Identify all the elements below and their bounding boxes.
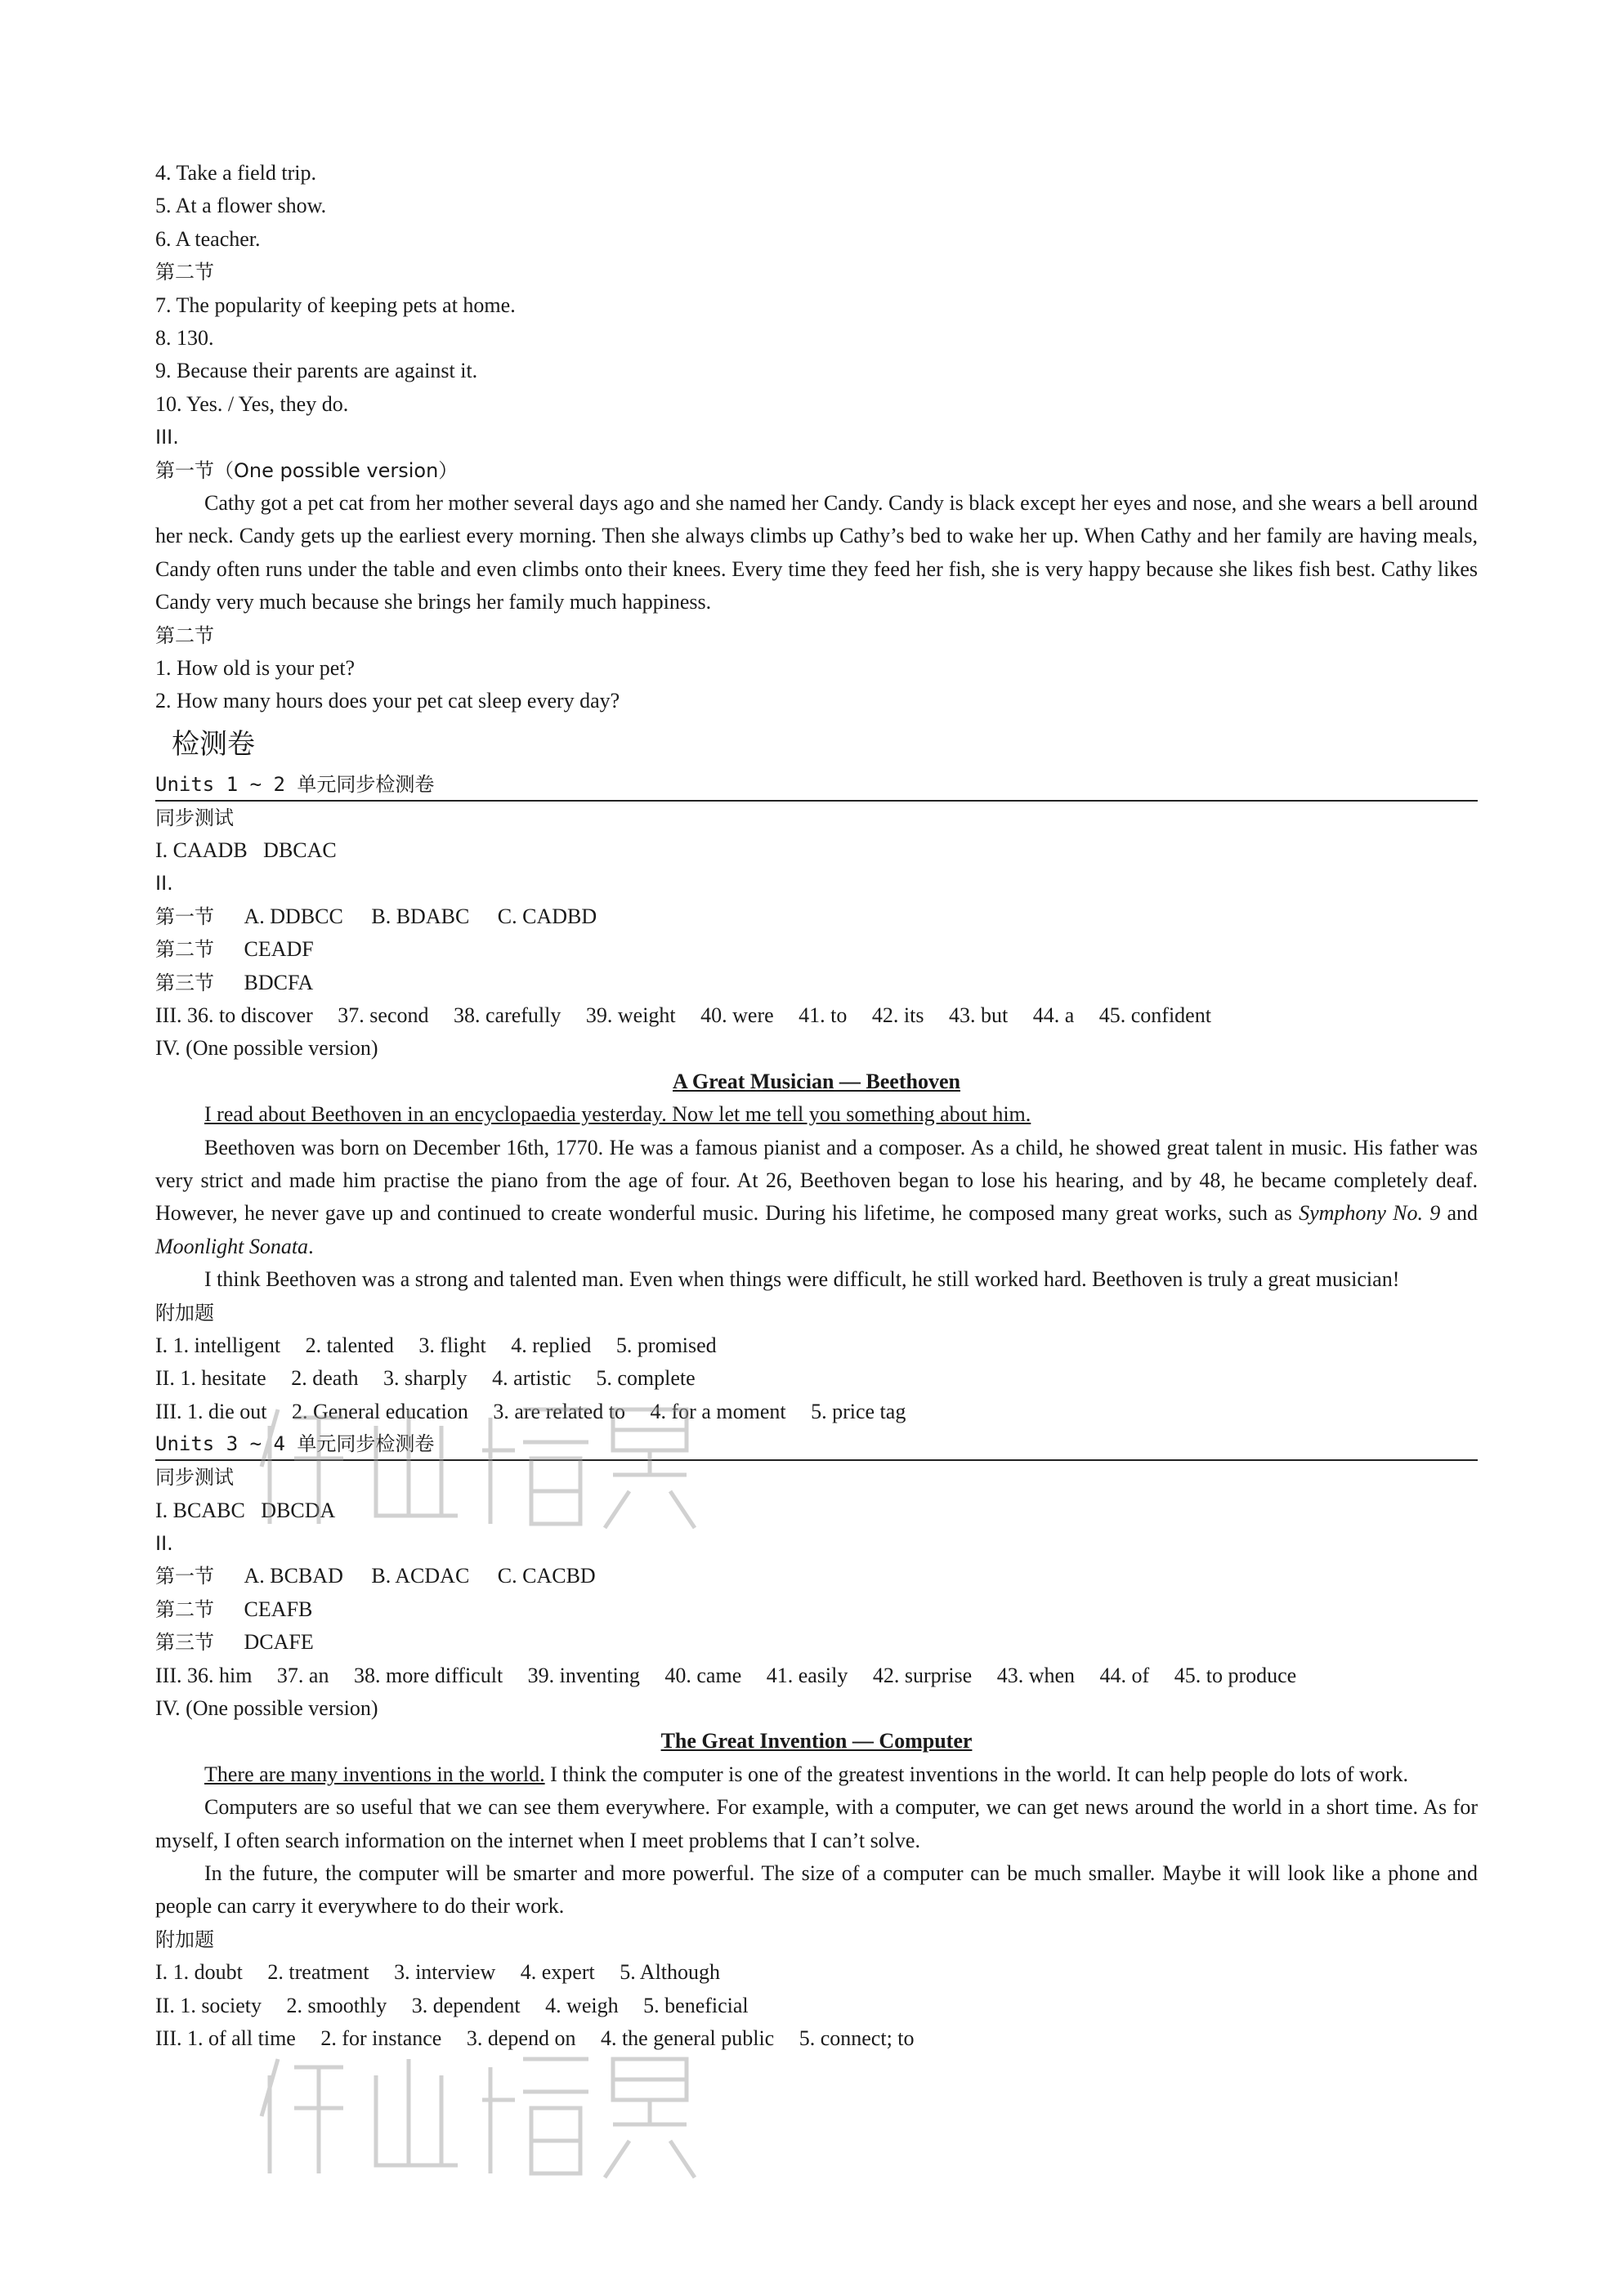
answer-row — [155, 900, 1478, 933]
part-label: IV. (One possible version) — [155, 1036, 378, 1061]
answer-item: 37. an — [276, 1663, 329, 1687]
work-title: Moonlight Sonata — [155, 1234, 309, 1258]
answer-item: 5. connect; to — [799, 2026, 915, 2050]
answer-item: 2. for instance — [320, 2026, 442, 2050]
answer-item: 40. came — [664, 1663, 742, 1687]
essay-paragraph — [155, 1132, 1478, 1264]
answer-row — [155, 1362, 1478, 1395]
answer-item: 4. expert — [520, 1960, 595, 1985]
essay-paragraph: Computers are so useful that we can see them everywhere. For example, with a computer, we can get news around the world in a short time. As for myself, I often search information on the internet when I meet problems that I can’t solve. — [155, 1795, 1478, 1852]
answer-row — [155, 1659, 1478, 1692]
section-label: 同步测试 — [155, 806, 234, 829]
answer-line: 5. At a flower show. — [155, 194, 327, 218]
answer-row — [155, 1626, 1478, 1659]
part-roman: III. — [155, 426, 179, 449]
answer-row — [155, 933, 1478, 966]
answer-item: 2. smoothly — [286, 1993, 387, 2017]
answer-group: DCAFE — [244, 1630, 314, 1655]
answer-item: 4. weigh — [545, 1993, 619, 2017]
sample-paragraph: Cathy got a pet cat from her mother several days ago and she named her Candy. Candy is black except her eyes and nose, and she wears a bell around her neck. Candy gets up the earliest every morning. Then she always climbs up Cathy’s bed to wake her up. When Cathy and her family are having meals, Candy often runs under the table and even climbs onto their knees. Every time they feed her fish, she is very happy because she likes fish best. Cathy likes Candy very much because she brings her family much happiness. — [155, 490, 1478, 614]
part-roman: II. — [155, 1531, 173, 1555]
answer-group: A. DDBCC — [244, 904, 343, 928]
answer-line: I. BCABC DBCDA — [155, 1498, 336, 1522]
part-label: IV. (One possible version) — [155, 1695, 378, 1720]
page-content — [155, 157, 1478, 2055]
answer-item: 41. to — [799, 1003, 848, 1028]
essay-text: Beethoven was born on December 16th, 1770. He was a famous pianist and a composer. As a child, he showed great talent in music. His father was very strict and made him practise the piano from the age of four. At 26, Beethoven began to lose his hearing, and by 48, he became completely deaf. However, he never gave up and continued to create wonderful music. During his lifetime, he composed many great works, such as — [155, 1135, 1478, 1226]
answer-item: II. 1. society — [155, 1993, 262, 2017]
answer-item: 40. were — [700, 1003, 774, 1028]
answer-group: A. BCBAD — [244, 1564, 343, 1588]
section-label: 同步测试 — [155, 1466, 234, 1490]
answer-item: 3. dependent — [411, 1993, 521, 2017]
essay-text: . — [308, 1234, 314, 1258]
answer-row — [155, 1560, 1478, 1592]
section-label: 第三节 — [155, 971, 214, 994]
answer-line: 4. Take a field trip. — [155, 161, 316, 185]
essay-title — [155, 1065, 1478, 1098]
essay-intro — [155, 1098, 1478, 1131]
answer-line: I. CAADB DBCAC — [155, 838, 337, 863]
answer-item: 3. depend on — [466, 2026, 576, 2050]
section-label: 第二节 — [155, 1597, 214, 1621]
essay-text: I think the computer is one of the greatest inventions in the world. It can help people do lots of work. — [544, 1762, 1408, 1786]
answer-item: III. 1. die out — [155, 1399, 267, 1423]
section-label: 第二节 — [155, 261, 214, 284]
answer-item: III. 36. to discover — [155, 1003, 313, 1028]
answer-row — [155, 1990, 1478, 2022]
answer-group: B. BDABC — [371, 904, 470, 928]
answer-line: 8. 130. — [155, 325, 214, 350]
answer-item: 3. are related to — [493, 1399, 626, 1423]
section-label: 第三节 — [155, 1631, 214, 1655]
section-label: 第一节 — [155, 905, 214, 928]
essay-intro-text: There are many inventions in the world. — [204, 1762, 545, 1786]
essay-text: and — [1440, 1201, 1478, 1226]
answer-item: 43. when — [996, 1663, 1076, 1687]
answer-item: I. 1. doubt — [155, 1960, 243, 1985]
essay-intro-text: I read about Beethoven in an encyclopaedia yesterday. Now let me tell you something about him. — [204, 1102, 1031, 1127]
essay-paragraph: I think Beethoven was a strong and talented man. Even when things were difficult, he still worked hard. Beethoven is truly a great musician! — [204, 1267, 1400, 1292]
section-label: 附加题 — [155, 1927, 214, 1951]
answer-group: CEAFB — [244, 1597, 313, 1621]
answer-item: 38. carefully — [453, 1003, 561, 1028]
unit-title: Units 3 ~ 4 单元同步检测卷 — [155, 1428, 1478, 1461]
answer-group: C. CACBD — [497, 1564, 596, 1588]
answer-item: I. 1. intelligent — [155, 1333, 281, 1358]
section-label: 第一节 — [155, 1565, 214, 1588]
unit-title: Units 1 ~ 2 单元同步检测卷 — [155, 769, 1478, 802]
answer-item: 42. its — [871, 1003, 924, 1028]
answer-item: 4. for a moment — [650, 1399, 786, 1423]
answer-item: III. 36. him — [155, 1663, 253, 1687]
answer-line: 6. A teacher. — [155, 226, 261, 251]
answer-item: 5. promised — [615, 1333, 717, 1358]
essay-title-text: The Great Invention — Computer — [660, 1729, 973, 1753]
answer-item: 5. complete — [596, 1366, 696, 1391]
answer-item: 4. the general public — [600, 2026, 775, 2050]
question-line: 2. How many hours does your pet cat sleep every day? — [155, 689, 620, 713]
answer-item: 2. General education — [291, 1399, 468, 1423]
answer-item: 45. to produce — [1174, 1663, 1297, 1687]
section-label: 第二节 — [155, 938, 214, 962]
answer-item: 3. sharply — [383, 1366, 468, 1391]
section-label: 附加题 — [155, 1301, 214, 1324]
answer-item: 2. talented — [305, 1333, 394, 1358]
answer-item: 43. but — [948, 1003, 1009, 1028]
answer-item: 4. replied — [511, 1333, 592, 1358]
answer-item: 3. flight — [418, 1333, 486, 1358]
answer-item: 39. inventing — [527, 1663, 640, 1687]
question-line: 1. How old is your pet? — [155, 655, 356, 680]
answer-group: C. CADBD — [497, 904, 597, 928]
essay-title — [155, 1725, 1478, 1758]
answer-item: 2. treatment — [267, 1960, 369, 1985]
answer-line: 7. The popularity of keeping pets at home. — [155, 293, 516, 317]
essay-title-text: A Great Musician — Beethoven — [673, 1069, 960, 1093]
answer-item: 37. second — [338, 1003, 429, 1028]
answer-item: 5. Although — [620, 1960, 721, 1985]
answer-item: 44. a — [1032, 1003, 1075, 1028]
answer-line: 9. Because their parents are against it. — [155, 359, 478, 383]
work-title: Symphony No. 9 — [1299, 1201, 1441, 1226]
essay-paragraph — [155, 1758, 1478, 1791]
section-label: 第二节 — [155, 623, 214, 647]
answer-item: 39. weight — [585, 1003, 676, 1028]
answer-item: II. 1. hesitate — [155, 1366, 266, 1391]
answer-row — [155, 1956, 1478, 1989]
answer-group: BDCFA — [244, 970, 314, 994]
answer-row — [155, 1593, 1478, 1626]
answer-item: 41. easily — [766, 1663, 848, 1687]
answer-row — [155, 999, 1478, 1032]
answer-row — [155, 1329, 1478, 1362]
answer-item: 3. interview — [394, 1960, 496, 1985]
answer-item: III. 1. of all time — [155, 2026, 296, 2050]
answer-row — [155, 2022, 1478, 2055]
test-heading: 检测卷 — [172, 727, 255, 761]
answer-row — [155, 1396, 1478, 1428]
answer-item: 5. beneficial — [643, 1993, 749, 2017]
answer-item: 38. more difficult — [353, 1663, 503, 1687]
part-roman: II. — [155, 872, 173, 896]
answer-group: B. ACDAC — [371, 1564, 470, 1588]
answer-item: 45. confident — [1098, 1003, 1211, 1028]
section-label: 第一节（One possible version） — [155, 458, 459, 482]
answer-item: 2. death — [291, 1366, 359, 1391]
answer-item: 44. of — [1099, 1663, 1150, 1687]
answer-group: CEADF — [244, 937, 314, 962]
answer-item: 5. price tag — [811, 1399, 906, 1423]
answer-row — [155, 967, 1478, 999]
answer-item: 42. surprise — [872, 1663, 973, 1687]
answer-line: 10. Yes. / Yes, they do. — [155, 391, 349, 416]
answer-item: 4. artistic — [492, 1366, 571, 1391]
essay-paragraph: In the future, the computer will be smarter and more powerful. The size of a computer can be much smaller. Maybe it will look like a phone and people can carry it everywhere to do their work. — [155, 1860, 1478, 1919]
